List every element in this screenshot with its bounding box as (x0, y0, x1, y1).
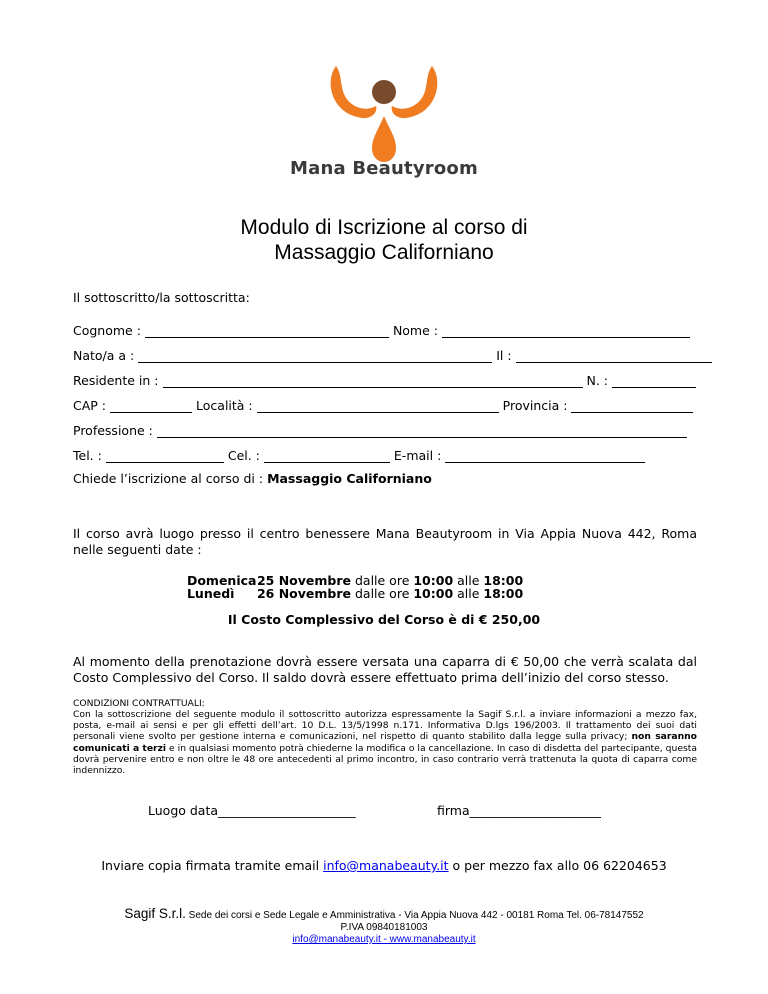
place-date-field[interactable]: Luogo data______________________ (148, 803, 356, 818)
date-value: 25 Novembre (256, 573, 351, 588)
footer-piva: P.IVA 09840181003 (340, 922, 428, 933)
date-value: 26 Novembre (256, 586, 351, 601)
cel-field[interactable] (264, 450, 390, 463)
date-from: 10:00 (413, 573, 454, 588)
cap-field[interactable] (110, 400, 192, 413)
cognome-label: Cognome : (73, 323, 141, 338)
cap-label: CAP : (73, 398, 107, 413)
nome-label: Nome : (392, 323, 438, 338)
conditions-text (73, 709, 697, 776)
il-label: Il : (496, 348, 512, 363)
send-suffix: o per mezzo fax allo 06 62204653 (448, 858, 667, 873)
provincia-label: Provincia : (502, 398, 568, 413)
footer-links (0, 934, 768, 945)
residente-label: Residente in : (73, 373, 159, 388)
numero-label: N. : (586, 373, 609, 388)
tel-label: Tel. : (73, 448, 102, 463)
footer-address (0, 906, 768, 921)
footer-company: Sagif S.r.l. (124, 906, 186, 921)
professione-field[interactable] (157, 425, 687, 438)
conditions-text-a: Con la sottoscrizione del seguente modulo il sottoscritto autorizza espressamente la Sagif S.r.l. a inviare informazioni a mezzo fax, posta, e-mail ai sensi e per gli effetti dell’art. 10 D.L. 13/5/1998 n.171. Informativa D.lgs 196/2003. Il trattamento dei suoi dati personali viene svolto per gestione interna e comunicazioni, nel rispetto di quanto stabilito dalla legge sulla privacy; (73, 709, 697, 743)
date-from-label: dalle ore (351, 586, 414, 601)
il-field[interactable] (516, 350, 712, 363)
row-nato-il (73, 347, 697, 363)
localita-field[interactable] (257, 400, 499, 413)
professione-label: Professione : (73, 423, 153, 438)
course-cost: Il Costo Complessivo del Corso è di € 250,00 (227, 612, 541, 627)
footer-website-link[interactable]: info@manabeauty.it - www.manabeauty.it (292, 934, 476, 945)
date-to: 18:00 (483, 586, 524, 601)
conditions-heading: CONDIZIONI CONTRATTUALI: (73, 698, 205, 709)
email-link[interactable]: info@manabeauty.it (323, 858, 449, 873)
date-to-label: alle (453, 586, 484, 601)
request-prefix: Chiede l’iscrizione al corso di : (73, 471, 268, 486)
row-cap-localita-provincia (73, 397, 697, 413)
localita-label: Località : (196, 398, 253, 413)
residente-field[interactable] (163, 375, 583, 388)
email-field[interactable] (445, 450, 645, 463)
date-row (179, 571, 523, 601)
date-to-label: alle (453, 573, 484, 588)
conditions-text-b: e in qualsiasi momento potrà chiederne la modifica o la cancellazione. In caso di disdetta del partecipante, questa dovrà pervenire entro e non oltre le 48 ore antecedenti al primo incontro, in caso contrario verrà trattenuta la quota di caparra come indennizzo. (73, 742, 697, 777)
form-title-line2: Massaggio Californiano (274, 241, 494, 264)
date-day: Domenica (186, 573, 257, 588)
date-from: 10:00 (413, 586, 454, 601)
date-from-label: dalle ore (351, 573, 414, 588)
row-cognome-nome (73, 322, 697, 338)
request-course-name: Massaggio Californiano (267, 471, 432, 486)
send-instructions (0, 858, 768, 873)
row-residente (73, 372, 697, 388)
date-day: Lunedì (186, 586, 235, 601)
row-professione (73, 422, 697, 438)
email-label: E-mail : (393, 448, 442, 463)
intro-text: Il sottoscritto/la sottoscritta: (73, 290, 250, 305)
deposit-text: Al momento della prenotazione dovrà essere versata una caparra di € 50,00 che verrà scalata dal Costo Complessivo del Corso. Il saldo dovrà essere effettuato prima dell’inizio del corso stesso. (73, 654, 697, 685)
cognome-field[interactable] (145, 325, 389, 338)
cel-label: Cel. : (227, 448, 260, 463)
numero-field[interactable] (612, 375, 696, 388)
send-prefix: Inviare copia firmata tramite email (101, 858, 324, 873)
location-text: Il corso avrà luogo presso il centro benessere Mana Beautyroom in Via Appia Nuova 442, Roma nelle seguenti date : (73, 526, 697, 557)
tel-field[interactable] (106, 450, 224, 463)
brand-name: Mana Beautyroom (290, 158, 478, 179)
course-request (73, 471, 432, 486)
footer-address-text: Sede dei corsi e Sede Legale e Amministrativa - Via Appia Nuova 442 - 00181 Roma Tel. 06-78147552 (185, 910, 644, 921)
conditions-text-bold: non saranno comunicati a terzi (73, 731, 697, 754)
provincia-field[interactable] (571, 400, 693, 413)
nome-field[interactable] (442, 325, 690, 338)
nato-field[interactable] (138, 350, 492, 363)
form-title-line1: Modulo di Iscrizione al corso di (240, 216, 528, 239)
row-tel-cel-email (73, 447, 697, 463)
date-to: 18:00 (483, 573, 524, 588)
signature-field[interactable]: firma_____________________ (437, 803, 601, 818)
nato-label: Nato/a a : (73, 348, 135, 363)
